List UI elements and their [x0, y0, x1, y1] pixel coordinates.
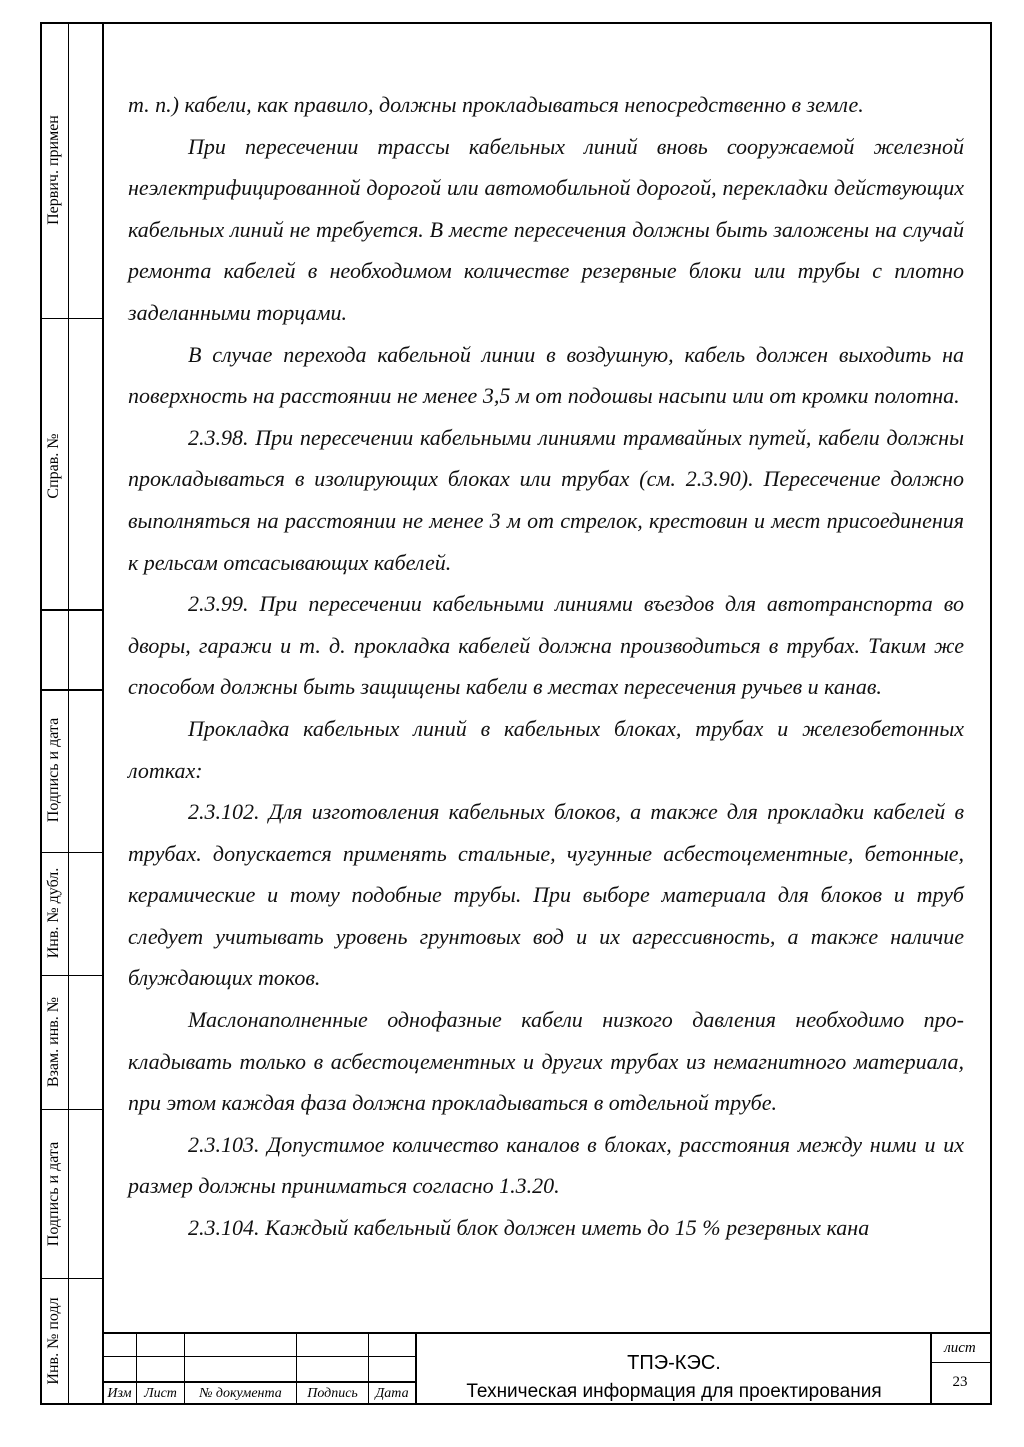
col-label-list: Лист [144, 1386, 177, 1401]
stamp-label-perv-primen: Первич. примен [45, 115, 62, 225]
col-label-signature: Подпись [307, 1386, 358, 1401]
margin-line [102, 22, 104, 1405]
stamp-sep [40, 318, 104, 319]
paragraph: 2.3.98. При пересечении кабельными линиями трамвайных путей, кабели должны прокладываться в изолирующих блоках или трубах (см. 2.3.90). Пересечение должно выполняться на расстоянии не менее 3 м от стрелок, крестовин и мест присоединения к рельсам отсасывающих кабелей. [128, 424, 964, 575]
stamp-column-divider [68, 22, 69, 1405]
col-label-doc-number: № документа [199, 1386, 282, 1401]
col-label-izm: Изм [107, 1386, 132, 1401]
paragraph: Маслонаполненные однофазные кабели низкого давления необходимо прокладывать только в асбестоцементных и других трубах из немагнитного материала, при этом каждая фаза должна прокладываться в отдельной трубе. [128, 1007, 964, 1116]
stamp-sep [40, 975, 104, 976]
stamp-label-inv-dubl: Инв. № дубл. [45, 867, 62, 959]
document-code: ТПЭ-КЭС. [627, 1352, 721, 1374]
stamp-label-inv-podl: Инв. № подл [45, 1297, 62, 1385]
stamp-sep [40, 609, 104, 611]
paragraph: 2.3.104. Каждый кабельный блок должен иметь до 15 % резервных кана [188, 1215, 870, 1241]
frame-bottom [40, 1403, 992, 1405]
paragraph: При пересечении трассы кабельных линий вновь сооружаемой железной неэлектрифицированной дорогой или автомобильной дорогой, перекладки действующих кабельных линий не требуется. В месте пересечения должны быть заложены на случай ремонта кабелей в необходимом количестве резервные блоки или трубы с плотно заделанными торцами. [128, 133, 964, 325]
paragraph: Прокладка кабельных линий в кабельных блоках, трубах и железобетонных лотках: [128, 715, 964, 783]
paragraph: 2.3.99. При пересечении кабельными линиями въездов для автотранспорта во дворы, гаражи и т. д. прокладка кабелей должна производиться в трубах. Таким же способом должны быть защищены кабели в местах пересечения ручьев и канав. [128, 591, 964, 700]
document-subtitle: Техническая информация для проектирования [466, 1381, 882, 1402]
stamp-sep [40, 852, 104, 853]
page-number: 23 [952, 1374, 968, 1390]
titleblock-col [415, 1332, 417, 1405]
paragraph: В случае перехода кабельной линии в воздушную, кабель должен выходить на поверхность на расстоянии не менее 3,5 м от подошвы насыпи или от кромки полотна. [128, 341, 964, 409]
body-text [128, 84, 964, 1249]
stamp-sep [40, 1278, 104, 1279]
stamp-label-podpis-data-1: Подпись и дата [45, 717, 62, 823]
paragraph: 2.3.102. Для изготовления кабельных блоков, а также для прокладки кабелей в трубах. допускается применять стальные, чугунные асбестоцементные, бетонные, керамические и тому подобные трубы. При выборе материала для блоков и труб следует учитывать уровень грунтовых вод и их агрессивность, а также наличие блуждающих токов. [128, 799, 964, 991]
frame-right [990, 22, 992, 1405]
paragraph: т. п.) кабели, как правило, должны прокладываться непосредственно в земле. [128, 92, 864, 117]
titleblock-top [102, 1332, 992, 1334]
paragraph: 2.3.103. Допустимое количество каналов в блоках, расстояния между ними и их размер должны приниматься согласно 1.3.20. [128, 1131, 964, 1199]
stamp-sep [40, 689, 104, 691]
col-label-date: Дата [375, 1386, 409, 1401]
titleblock-sheet-sep [930, 1362, 992, 1363]
stamp-sep [40, 1109, 104, 1110]
frame-top [40, 22, 992, 24]
stamp-label-vzam-inv: Взам. инв. № [45, 996, 62, 1088]
frame-left [40, 22, 42, 1405]
sheet-label: лист [944, 1340, 976, 1356]
stamp-label-podpis-data-2: Подпись и дата [45, 1141, 62, 1247]
stamp-label-sprav-no: Справ. № [45, 433, 62, 499]
